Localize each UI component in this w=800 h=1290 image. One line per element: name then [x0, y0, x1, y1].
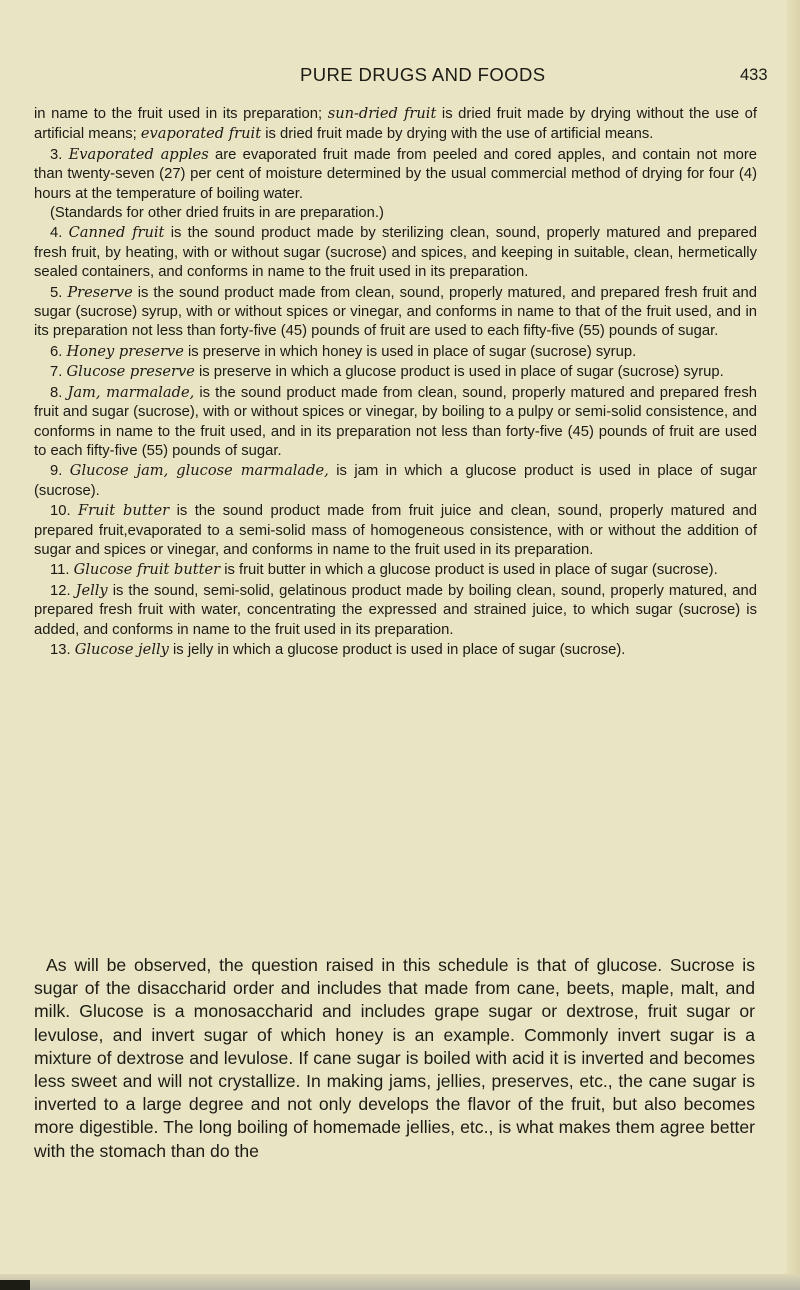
schedule-term: Glucose preserve: [66, 363, 195, 381]
schedule-item: 13. Glucose jelly is jelly in which a glucose product is used in place of sugar (sucrose).: [50, 640, 626, 658]
schedule-term: Glucose fruit butter: [73, 561, 221, 579]
schedule-intro: in name to the fruit used in its preparation; sun-dried fruit is dried fruit made by drying without the use of artificial means; evaporated fruit is dried fruit made by drying with the use of artificial means.: [34, 105, 757, 143]
schedule-term: Canned fruit: [68, 224, 165, 242]
schedule-text: [34, 104, 757, 660]
schedule-item: 11. Glucose fruit butter is fruit butter in which a glucose product is used in place of sugar (sucrose).: [50, 561, 718, 579]
term-evaporated-fruit: evaporated fruit: [140, 125, 262, 143]
schedule-term: Honey preserve: [66, 342, 184, 360]
page-edge: [786, 0, 800, 1290]
commentary-text: [34, 954, 755, 1163]
schedule-term: Preserve: [67, 283, 133, 301]
schedule-item: 7. Glucose preserve is preserve in which a glucose product is used in place of sugar (sucrose) syrup.: [50, 363, 724, 381]
schedule-item: 3. Evaporated apples are evaporated fruit made from peeled and cored apples, and contain not more than twenty-seven (27) per cent of moisture determined by the usual commercial method of drying for four (4) hours at the temperature of boiling water.: [34, 145, 757, 202]
running-title: PURE DRUGS AND FOODS: [300, 64, 546, 85]
schedule-item: 5. Preserve is the sound product made from clean, sound, properly matured, and prepared fresh fruit and sugar (sucrose) syrup, with or without spices or vinegar, and conforms in name to that of the fruit used, and in its preparation not less than forty-five (45) pounds of fruit are used to each fifty-five (55) pounds of sugar.: [34, 283, 757, 340]
schedule-item: 4. Canned fruit is the sound product made by sterilizing clean, sound, properly matured and prepared fresh fruit, by heating, with or without sugar (sucrose) and spices, and keeping in suitable, clean, hermetically sealed containers, and conforms in name to the fruit used in its preparation.: [34, 224, 757, 281]
schedule-item: 10. Fruit butter is the sound product made from fruit juice and clean, sound, properly matured and prepared fruit,evaporated to a semi-solid mass of homogeneous consistence, with or without the addition of sugar and spices or vinegar, and conforms in name to the fruit used in its preparation.: [34, 502, 757, 558]
commentary-paragraph: As will be observed, the question raised in this schedule is that of glucose. Sucrose is sugar of the disaccharid order and includes that made from cane, beets, maple, malt, and milk. Glucose is a monosaccharid and includes grape sugar or dextrose, fruit sugar or levulose, and invert sugar of which honey is an example. Commonly invert sugar is a mixture of dextrose and levulose. If cane sugar is boiled with acid it is inverted and becomes less sweet and will not crystallize. In making jams, jellies, preserves, etc., the cane sugar is inverted to a large degree and not only develops the flavor of the fruit, but also becomes more digestible. The long boiling of homemade jellies, etc., is what makes them agree better with the stomach than do the: [34, 955, 755, 1161]
page-number: 433: [740, 66, 768, 84]
schedule-item: 6. Honey preserve is preserve in which honey is used in place of sugar (sucrose) syrup.: [50, 342, 637, 360]
schedule-term: Jelly: [75, 581, 108, 599]
schedule-term: Evaporated apples: [68, 145, 209, 163]
page-header: [0, 64, 800, 94]
schedule-item: 12. Jelly is the sound, semi-solid, gelatinous product made by boiling clean, sound, properly matured, and prepared fresh fruit with water, concentrating the expressed and strained juice, to which sugar (sucrose) is added, and conforms in name to the fruit used in its preparation.: [34, 581, 757, 638]
schedule-note: (Standards for other dried fruits in are preparation.): [50, 205, 384, 222]
schedule-term: Fruit butter: [78, 502, 170, 520]
bottom-edge-mark: [0, 1280, 30, 1290]
schedule-item: 8. Jam, marmalade, is the sound product made from clean, sound, properly matured and prepared fresh fruit and sugar (sucrose), with or without spices or vinegar, by boiling to a pulpy or semi-solid consistence, and conforms in name to the fruit used, and in its preparation not less than forty-five (45) pounds of fruit are used to each fifty-five (55) pounds of sugar.: [34, 383, 757, 459]
schedule-item: 9. Glucose jam, glucose marmalade, is jam in which a glucose product is used in place of sugar (sucrose).: [34, 462, 758, 499]
page-bottom-shadow: [0, 1274, 800, 1290]
term-sun-dried-fruit: sun-dried fruit: [327, 105, 437, 122]
schedule-term: Glucose jam, glucose marmalade,: [69, 462, 329, 480]
schedule-term: Jam, marmalade,: [67, 383, 195, 401]
schedule-term: Glucose jelly: [74, 640, 169, 658]
